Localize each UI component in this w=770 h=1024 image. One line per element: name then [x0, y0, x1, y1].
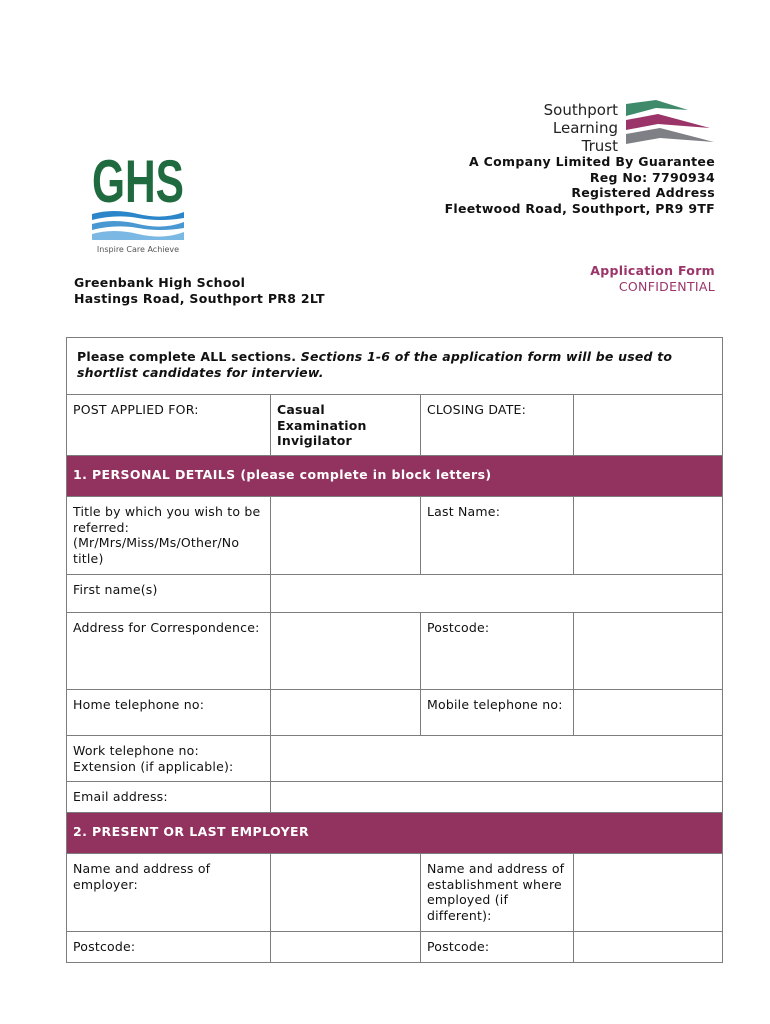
closing-date-label: CLOSING DATE:: [421, 395, 574, 456]
slt-logo-line3: Trust: [581, 137, 618, 155]
form-title: Application Form: [590, 263, 715, 278]
slt-stripe-green: [626, 100, 688, 116]
slt-stripe-pink: [626, 114, 710, 130]
ghs-school-logo: [88, 122, 188, 257]
employer-postcode-field[interactable]: [271, 932, 421, 963]
first-name-label: First name(s): [67, 575, 271, 613]
intro-cell: [67, 338, 723, 395]
title-field[interactable]: [271, 497, 421, 575]
ghs-logo-wave-2: [92, 221, 184, 230]
post-applied-value: Casual Examination Invigilator: [271, 395, 421, 456]
form-title-block: [590, 263, 715, 295]
title-row: [67, 497, 723, 575]
intro-bold: Please complete ALL sections.: [77, 349, 301, 364]
last-name-field[interactable]: [574, 497, 723, 575]
form-status: CONFIDENTIAL: [618, 279, 715, 294]
first-name-row: [67, 575, 723, 613]
ghs-logo-tagline: Inspire Care Achieve: [96, 245, 180, 254]
establishment-field[interactable]: [574, 854, 723, 932]
school-info: [74, 275, 325, 307]
school-name: Greenbank High School: [74, 275, 246, 290]
intro-italic: Sections 1-6 of the application form will be used to shortlist candidates for interview.: [77, 349, 673, 380]
closing-date-field[interactable]: [574, 395, 723, 456]
employer-label: Name and address of employer:: [67, 854, 271, 932]
company-reg-no: Reg No: 7790934: [589, 169, 715, 185]
work-telephone-field[interactable]: [271, 736, 723, 782]
establishment-postcode-field[interactable]: [574, 932, 723, 963]
company-line-1: A Company Limited By Guarantee: [469, 154, 715, 169]
slt-logo-line1: Southport: [543, 101, 618, 119]
post-applied-label: POST APPLIED FOR:: [67, 395, 271, 456]
employer-field[interactable]: [271, 854, 421, 932]
slt-logo-line2: Learning: [552, 119, 618, 137]
section-2-heading: 2. PRESENT OR LAST EMPLOYER: [67, 813, 723, 854]
ghs-logo-letters: GHS: [92, 148, 184, 215]
application-form-table: [66, 337, 723, 963]
telephone-row: [67, 690, 723, 736]
establishment-label: Name and address of establishment where employed (if different):: [421, 854, 574, 932]
work-telephone-label: Work telephone no: Extension (if applicable):: [67, 736, 271, 782]
mobile-telephone-label: Mobile telephone no:: [421, 690, 574, 736]
intro-row: [67, 338, 723, 395]
company-address: Fleetwood Road, Southport, PR9 9TF: [444, 200, 715, 216]
first-name-field[interactable]: [271, 575, 723, 613]
employer-row: [67, 854, 723, 932]
section-2-header-row: [67, 813, 723, 854]
postcode-label: Postcode:: [421, 613, 574, 690]
mobile-telephone-field[interactable]: [574, 690, 723, 736]
slt-stripe-grey: [626, 128, 714, 144]
employer-postcode-label: Postcode:: [67, 932, 271, 963]
work-telephone-row: [67, 736, 723, 782]
postcode-field[interactable]: [574, 613, 723, 690]
email-field[interactable]: [271, 782, 723, 813]
company-info: [445, 154, 715, 216]
section-1-header-row: [67, 456, 723, 497]
address-label: Address for Correspondence:: [67, 613, 271, 690]
post-row: [67, 395, 723, 456]
school-address: Hastings Road, Southport PR8 2LT: [74, 291, 325, 306]
ghs-logo-wave-3: [92, 231, 184, 240]
employer-postcode-row: [67, 932, 723, 963]
title-label: Title by which you wish to be referred: (Mr/Mrs/Miss/Ms/Other/No title): [67, 497, 271, 575]
last-name-label: Last Name:: [421, 497, 574, 575]
establishment-postcode-label: Postcode:: [421, 932, 574, 963]
address-field[interactable]: [271, 613, 421, 690]
address-row: [67, 613, 723, 690]
section-1-heading: 1. PERSONAL DETAILS (please complete in block letters): [67, 456, 723, 497]
email-row: [67, 782, 723, 813]
southport-learning-trust-logo: [538, 98, 718, 154]
home-telephone-label: Home telephone no:: [67, 690, 271, 736]
home-telephone-field[interactable]: [271, 690, 421, 736]
email-label: Email address:: [67, 782, 271, 813]
company-line-3: Registered Address: [571, 185, 715, 200]
